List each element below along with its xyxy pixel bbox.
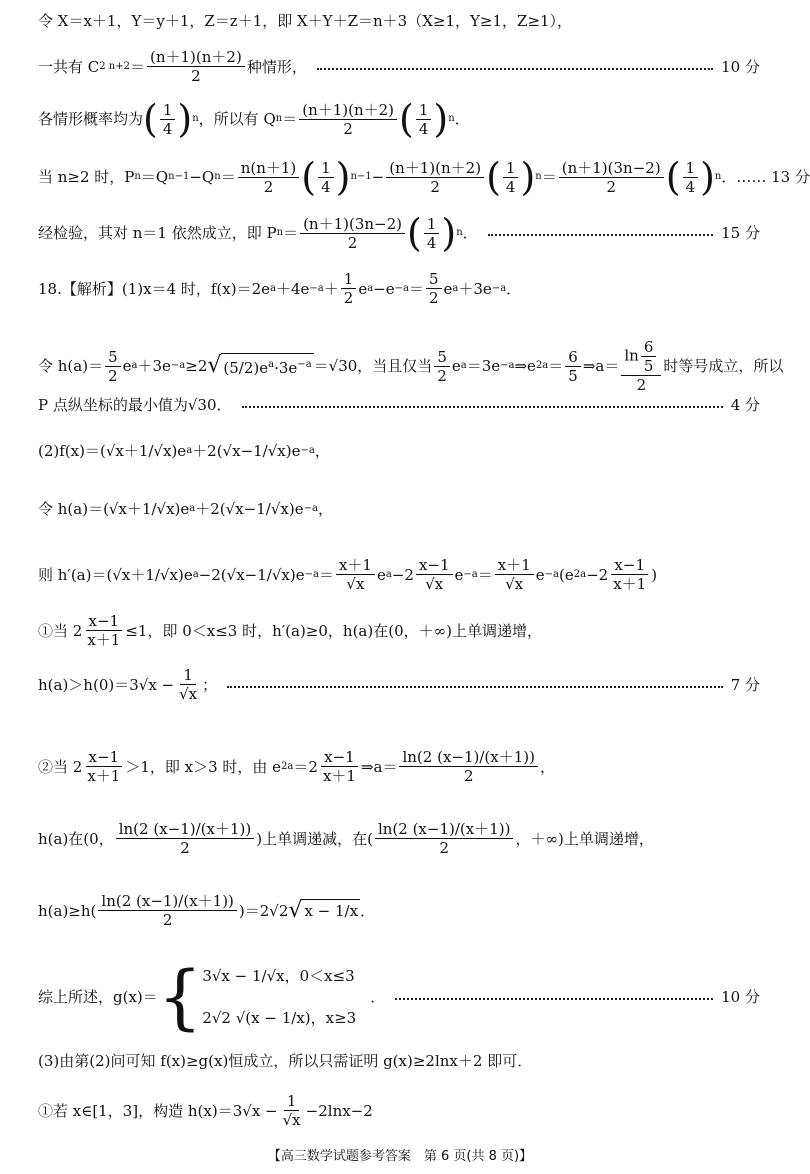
denominator: 4 [162,119,173,138]
cases [202,965,356,1029]
text: h(a)≥h( [38,901,97,920]
paren: ) [177,97,193,141]
fraction [320,748,359,785]
denominator: x＋1 [322,767,356,785]
text: ，所以有 Q [198,110,276,128]
denominator: 2 [636,376,647,394]
text: ＝√30，当且仅当 [313,357,433,375]
text: ①若 x∈[1，3]，构造 h(x)＝3√x − [38,1101,278,1120]
sup: −a [463,568,478,580]
text: ＋4e [275,279,310,298]
text: ＝3e [466,357,501,375]
text: ＝ [282,110,298,128]
sqrt-content: x − 1/x [302,899,360,922]
line-3 [38,97,760,141]
fraction [98,892,237,929]
paren: ( [665,155,681,199]
line-11 [38,556,760,593]
denominator: 2 [343,119,353,138]
paren: ) [520,155,536,199]
text: h(a)＞h(0)＝3√x − [38,675,175,694]
text: e [358,279,368,298]
sub: n [276,227,284,238]
text: (2)f(x)＝(√x＋1/√x)e [38,442,187,460]
text: −Q [189,168,215,186]
sup: −a [309,282,324,294]
denominator: 2 [162,911,173,929]
text: −2 [586,565,609,584]
text: ＋3e [137,357,171,375]
text: 各情形概率均为 [38,110,144,128]
fraction [116,820,255,857]
numerator: n(n＋1) [238,159,300,178]
numerator: 6 [641,338,657,357]
line-16 [38,892,760,929]
line-2 [38,48,760,85]
denominator: 2 [439,839,449,857]
line-13 [38,666,760,703]
text: ＋2(√x−1/√x)e [195,500,304,518]
dot-leader [227,686,723,688]
denominator: 2 [263,177,274,196]
dot-leader [242,406,723,408]
fraction [299,101,397,138]
fraction [318,159,334,196]
fraction [160,101,176,138]
fraction [84,748,123,785]
text: 时等号成立，所以 [663,357,784,375]
denominator: 4 [505,177,516,196]
text: ⇒e [514,357,536,375]
paren: ( [143,97,158,141]
text: ＝ [283,224,299,242]
text: 令 h(a)＝ [38,357,104,375]
sup: −a [300,445,315,456]
denominator: 4 [321,177,331,196]
numerator: ln(2 (x−1)/(x＋1)) [116,820,255,839]
score: 15 分 [721,224,760,242]
text: ②当 2 [38,757,83,776]
text: e [454,565,464,584]
sup: a [186,445,193,456]
paren: ) [335,155,351,199]
line-18 [38,1050,760,1072]
numerator: (n＋1)(n＋2) [386,159,484,178]
denominator: 2 [463,767,474,785]
text: ，＋∞)上单调递增， [515,829,654,848]
score: 10 分 [721,988,760,1006]
text: ． [454,110,470,128]
text: ·3e [274,359,298,377]
fraction [641,338,657,375]
text: −e [373,279,395,298]
denominator: 4 [426,233,437,252]
text: (5/2)e [223,359,269,377]
text: −2lnx−2 [305,1101,373,1120]
text: ． [506,279,522,298]
denominator: 2 [428,289,439,307]
fraction [336,556,375,593]
fraction [434,348,450,385]
text: −2 [391,565,414,584]
text: ＞1，即 x＞3 时，由 e [125,757,282,776]
sub: n−1 [168,171,190,182]
denominator: 2 [606,177,616,196]
numerator: x＋1 [495,556,534,575]
text: e [376,565,386,584]
line-9 [38,440,760,462]
text: ≥2 [185,357,208,375]
line-7 [38,338,784,394]
sup: −a [544,568,560,580]
fraction [416,101,432,138]
left-brace: { [157,956,203,1038]
denominator: √x [282,1111,301,1129]
score: 4 分 [730,396,760,414]
fraction [386,159,484,196]
radical-sign: √ [207,353,222,378]
radical-sign: √ [288,897,303,923]
sup: a [385,568,392,580]
sup: 2a [281,760,294,772]
sup: −a [297,359,312,370]
text: 令 h(a)＝(√x＋1/√x)e [38,500,190,518]
sup: n [714,171,722,182]
text: ＋3e [458,279,492,298]
numerator: x＋1 [336,556,375,575]
fraction [424,215,440,252]
text: ． [360,901,376,920]
fraction [300,215,405,252]
line-15 [38,820,760,857]
dot-leader [317,68,713,70]
text: 种情形， [246,57,307,76]
numerator: (n＋1)(n＋2) [299,101,397,120]
denominator: x＋1 [87,767,121,785]
numerator: 1 [180,666,196,685]
numerator: ln(2 (x−1)/(x＋1)) [98,892,237,911]
numerator: (n＋1)(n＋2) [147,48,245,67]
line-4 [38,155,810,199]
text: ＝2 [293,757,318,776]
numerator: ln(2 (x−1)/(x＋1)) [399,748,538,767]
line-19 [38,1092,760,1129]
denominator: 2 [437,366,447,385]
text: P 点纵坐标的最小值为√30． [38,396,232,414]
numerator: 1 [284,1092,300,1111]
sup: a [192,568,199,580]
text: ) [651,565,658,584]
sup: n−1 [350,171,372,182]
numerator [621,338,661,376]
text: e [122,357,132,375]
denominator: √x [505,575,524,593]
fraction [280,1092,304,1129]
text: ＝ [541,168,557,186]
denominator: 4 [418,119,429,138]
text: ＝ [408,279,424,298]
denominator: √x [346,575,365,593]
fraction [399,748,538,785]
sup: 2 n+2 [99,60,130,72]
line-6 [38,270,760,307]
text: e [443,279,453,298]
dot-leader [488,234,713,236]
sub: n [275,113,283,124]
fraction [147,48,245,85]
fraction [105,348,121,385]
text: ＝ [477,565,493,584]
text: 18.【解析】(1)x＝4 时，f(x)＝2e [38,279,271,298]
paren: ) [441,211,457,255]
sup: n [535,171,542,182]
denominator: 5 [568,366,578,385]
sup: n [192,113,199,124]
numerator: 5 [434,348,450,367]
text: − [371,168,385,186]
text: 令 X＝x＋1，Y＝y＋1，Z＝z＋1，即 X＋Y＋Z＝n＋3（X≥1，Y≥1，Z≥1）， [38,12,573,30]
fraction [416,556,453,593]
numerator: 5 [426,270,442,289]
text: ， [317,500,333,518]
fraction [683,159,699,196]
numerator: 5 [105,348,121,367]
numerator: 1 [683,159,699,178]
text: ＋2(√x−1/√x)e [192,442,301,460]
text: ＝Q [140,168,169,186]
text: 一共有 C [38,57,100,76]
denominator: √x [425,575,444,593]
sup: −a [304,568,319,580]
denominator: x＋1 [613,575,647,593]
text: 则 h′(a)＝(√x＋1/√x)e [38,565,193,584]
sup: −a [170,360,186,371]
numerator: ln(2 (x−1)/(x＋1)) [375,820,514,839]
text: 经检验，其对 n＝1 依然成立，即 P [38,224,277,242]
numerator: 6 [565,348,581,367]
sup: a [460,360,467,371]
denominator: √x [179,685,198,703]
denominator: x＋1 [87,631,121,649]
text: ＝ [318,565,334,584]
numerator: 1 [416,101,432,120]
denominator: 2 [343,289,354,307]
page-footer: 【高三数学试题参考答案 第 6 页(共 8 页)】 [267,1149,533,1164]
text: ； [202,675,218,694]
numerator: x−1 [416,556,453,575]
text: )上单调递减，在( [256,829,373,848]
text: (3)由第(2)问可知 f(x)≥g(x)恒成立，所以只需证明 g(x)≥2lnx＋2 即可． [38,1052,533,1070]
sup: 2a [573,568,587,580]
sup: a [268,359,275,370]
fraction [375,820,514,857]
text: ①当 2 [38,621,83,640]
denominator: 2 [347,233,358,252]
paren: ( [301,155,317,199]
text: −2(√x−1/√x)e [198,565,305,584]
denominator: 2 [430,177,440,196]
numerator: x−1 [321,748,358,767]
case-2: 2√2 √(x − 1/x)，x≥3 [202,1009,357,1027]
score: …… 13 分 [736,168,810,186]
text: ＝ [129,57,145,76]
sup: a [270,282,276,294]
paren: ( [407,211,422,255]
sup: n [456,227,463,238]
fraction [495,556,534,593]
denominator: 4 [685,177,696,196]
numerator: 1 [424,215,440,234]
fraction [503,159,519,196]
sup: −a [491,282,507,294]
case-1: 3√x − 1/√x，0＜x≤3 [202,967,355,985]
sup: −a [394,282,409,294]
line-1 [38,10,760,32]
denominator: 5 [643,357,654,375]
numerator: 1 [318,159,334,178]
text: ≤1，即 0＜x≤3 时，h′(a)≥0，h(a)在(0，＋∞)上单调递增， [125,621,542,640]
text: ． [370,988,386,1006]
dot-leader [395,998,713,1000]
numerator: (n＋1)(3n−2) [300,215,405,234]
sup: −a [500,360,515,371]
text: ln [624,346,639,365]
text: ＝ [220,168,236,186]
line-10 [38,498,760,520]
paren: ) [700,155,715,199]
sup: a [131,360,138,371]
text: h(a)在(0， [38,829,114,848]
fraction [176,666,200,703]
denominator: 2 [108,366,118,385]
text: 当 n≥2 时，P [38,168,135,186]
score: 10 分 [721,57,760,76]
text: ＋ [323,279,339,298]
sup: n [448,113,455,124]
line-8 [38,394,760,416]
numerator: x−1 [611,556,648,575]
numerator: x−1 [86,748,123,767]
sup: a [367,282,374,294]
numerator: 1 [503,159,519,178]
numerator: (n＋1)(3n−2) [559,159,664,178]
numerator: 1 [341,270,357,289]
text: e [535,565,545,584]
sup: a [189,503,196,514]
fraction [565,348,581,385]
sup: −a [303,503,318,514]
sub: n [214,171,221,182]
fraction [610,556,649,593]
denominator: 2 [180,839,190,857]
sqrt-content [221,353,313,379]
line-5 [38,211,760,255]
text: (e [559,565,574,584]
sup: a [452,282,459,294]
numerator: x−1 [86,612,123,631]
fraction [559,159,664,196]
line-17 [38,956,760,1038]
text: ＝ [548,357,564,375]
paren: ( [486,155,501,199]
fraction [84,612,123,649]
fraction [621,338,661,394]
line-12 [38,612,760,649]
line-14 [38,748,760,785]
fraction [341,270,357,307]
text: ． [721,168,737,186]
text: ． [462,224,478,242]
score: 7 分 [730,675,760,694]
paren: ) [433,97,449,141]
text: ， [314,442,330,460]
fraction [238,159,300,196]
denominator: 2 [191,67,201,85]
fraction [426,270,442,307]
sub: n [134,171,141,182]
text: )＝2√2 [238,901,289,920]
sup: 2a [535,360,549,371]
text: e [451,357,461,375]
paren: ( [399,97,414,141]
text: 综上所述，g(x)＝ [38,988,158,1006]
text: ⇒a＝ [360,757,398,776]
numerator: 1 [160,101,176,120]
text: ， [539,757,555,776]
text: ⇒a＝ [582,357,620,375]
